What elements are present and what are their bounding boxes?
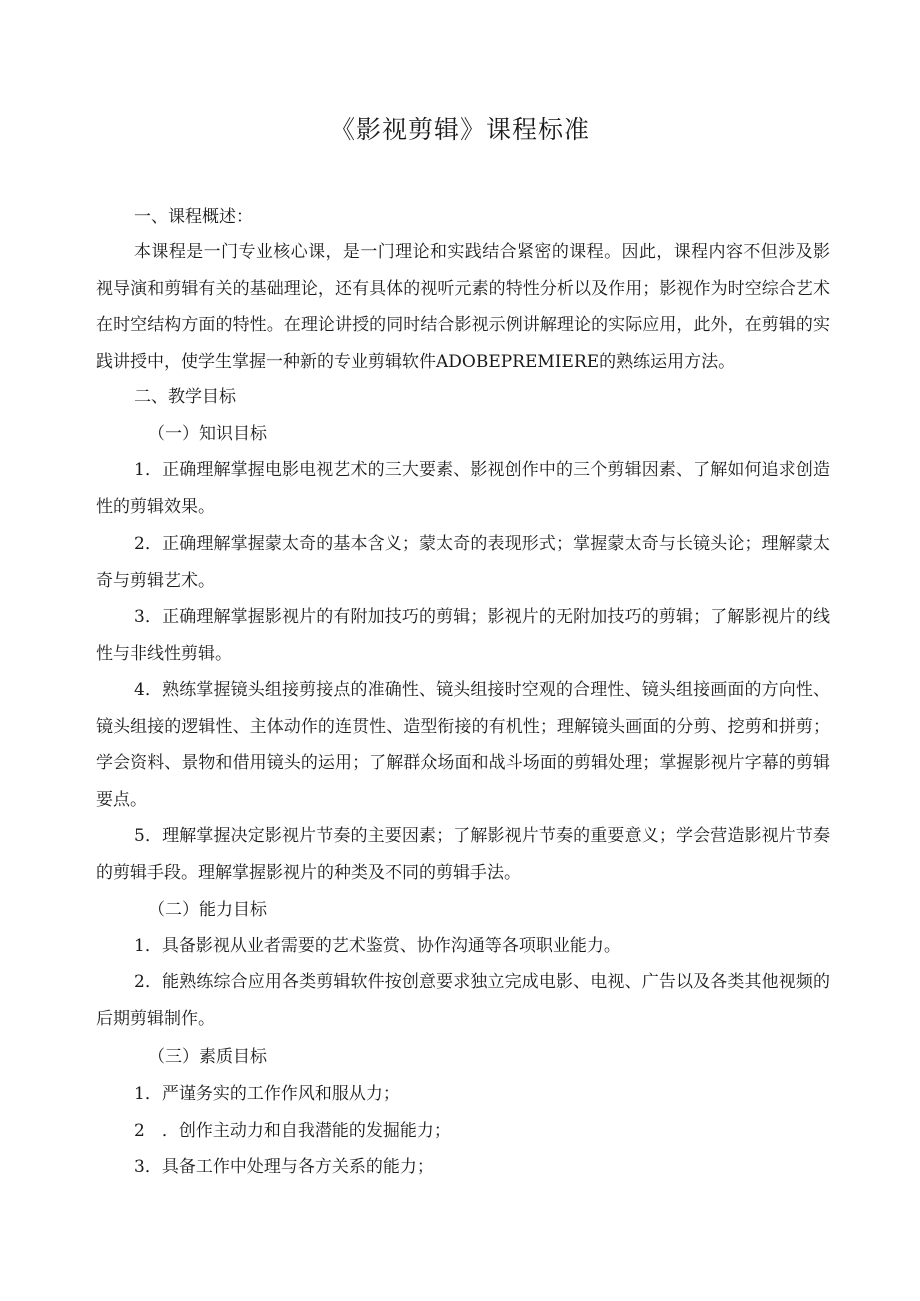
subsection-heading-quality: （三）素质目标 bbox=[148, 1047, 267, 1067]
quality-item-3: 3．具备工作中处理与各方关系的能力； bbox=[134, 1157, 434, 1177]
quality-item-1: 1．严谨务实的工作作风和服从力； bbox=[134, 1084, 400, 1104]
knowledge-item-1: 1．正确理解掌握电影电视艺术的三大要素、影视创作中的三个剪辑因素、了解如何追求创造性的剪辑效果。 bbox=[96, 460, 830, 517]
page-title: 《影视剪辑》课程标准 bbox=[329, 115, 590, 144]
section-heading-overview: 一、课程概述： bbox=[134, 207, 253, 227]
subsection-heading-ability: （二）能力目标 bbox=[148, 900, 267, 920]
quality-item-2: 2 ．创作主动力和自我潜能的发掘能力； bbox=[134, 1121, 451, 1141]
knowledge-item-2: 2．正确理解掌握蒙太奇的基本含义；蒙太奇的表现形式；掌握蒙太奇与长镜头论；理解蒙太奇与剪辑艺术。 bbox=[96, 534, 830, 591]
section-heading-goals: 二、教学目标 bbox=[134, 387, 236, 407]
ability-item-2: 2．能熟练综合应用各类剪辑软件按创意要求独立完成电影、电视、广告以及各类其他视频的后期剪辑制作。 bbox=[96, 972, 830, 1029]
knowledge-item-4: 4．熟练掌握镜头组接剪接点的准确性、镜头组接时空观的合理性、镜头组接画面的方向性、镜头组接的逻辑性、主体动作的连贯性、造型衔接的有机性；理解镜头画面的分剪、挖剪和拼剪；学会资料、景物和借用镜头的运用；了解群众场面和战斗场面的剪辑处理；掌握影视片字幕的剪辑要点。 bbox=[96, 680, 830, 810]
overview-paragraph: 本课程是一门专业核心课，是一门理论和实践结合紧密的课程。因此，课程内容不但涉及影视导演和剪辑有关的基础理论，还有具体的视听元素的特性分析以及作用；影视作为时空综合艺术在时空结构方面的特性。在理论讲授的同时结合影视示例讲解理论的实际应用，此外，在剪辑的实践讲授中，使学生掌握一种新的专业剪辑软件ADOBEPREMIERE的熟练运用方法。 bbox=[96, 242, 830, 372]
knowledge-item-3: 3．正确理解掌握影视片的有附加技巧的剪辑；影视片的无附加技巧的剪辑；了解影视片的线性与非线性剪辑。 bbox=[96, 607, 830, 664]
knowledge-item-5: 5．理解掌握决定影视片节奏的主要因素；了解影视片节奏的重要意义；学会营造影视片节奏的剪辑手段。理解掌握影视片的种类及不同的剪辑手法。 bbox=[96, 826, 830, 883]
subsection-heading-knowledge: （一）知识目标 bbox=[148, 424, 267, 444]
ability-item-1: 1．具备影视从业者需要的艺术鉴赏、协作沟通等各项职业能力。 bbox=[134, 936, 621, 956]
